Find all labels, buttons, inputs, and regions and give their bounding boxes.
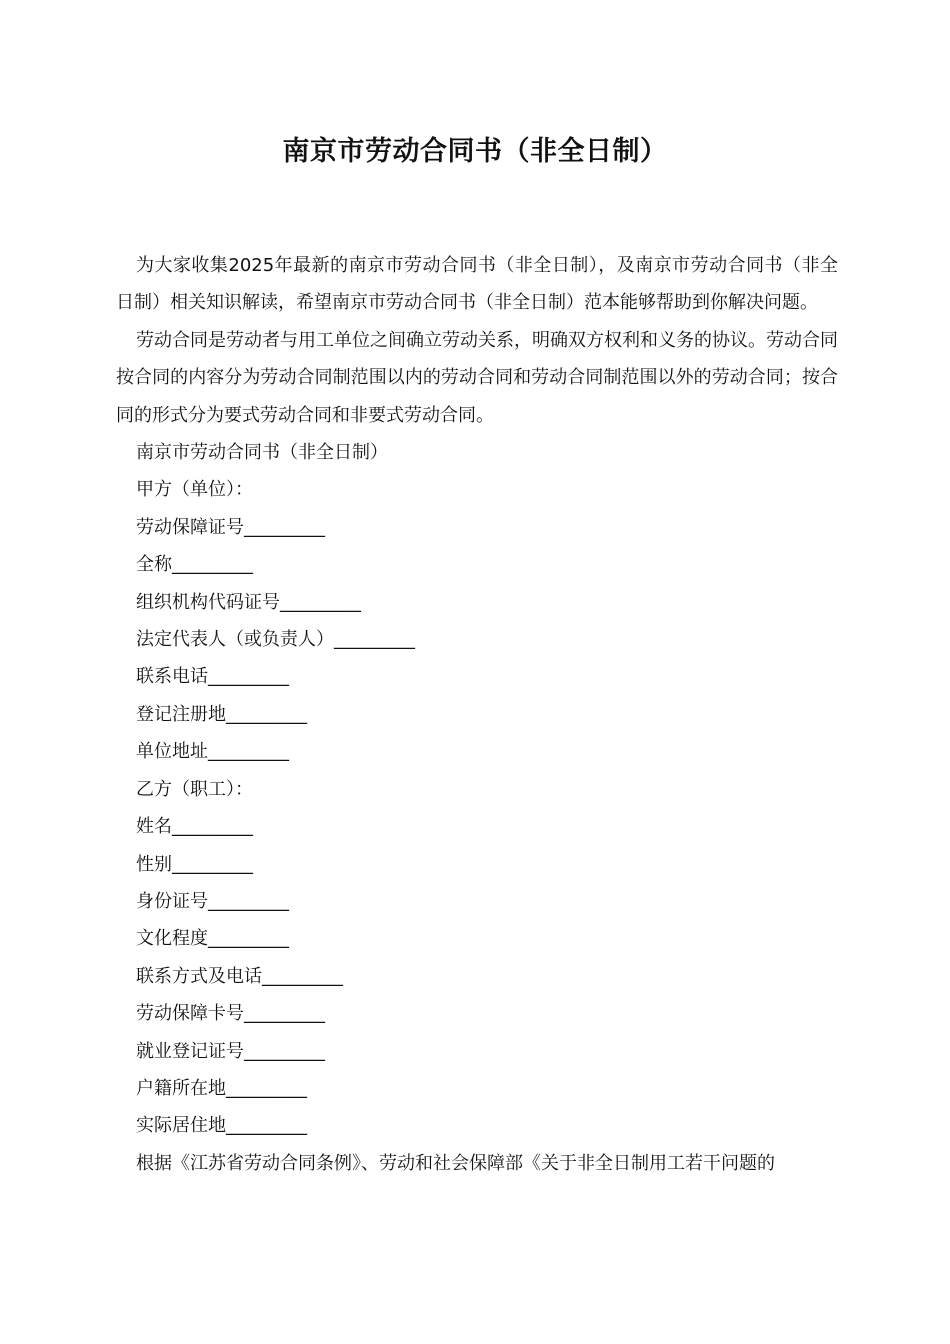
document-body xyxy=(116,247,838,1182)
party-b-field: 姓名_________ xyxy=(136,816,253,838)
party-b-field: 劳动保障卡号_________ xyxy=(136,1003,325,1025)
party-a-field: 联系电话_________ xyxy=(136,666,289,688)
intro-paragraph: 劳动合同是劳动者与用工单位之间确立劳动关系，明确双方权利和义务的协议。劳动合同按合同的内容分为劳动合同制范围以内的劳动合同和劳动合同制范围以外的劳动合同；按合同的形式分为要式劳动合同和非要式劳动合同。 xyxy=(116,329,838,426)
party-b-field: 文化程度_________ xyxy=(136,928,289,950)
intro-paragraph: 为大家收集2025年最新的南京市劳动合同书（非全日制），及南京市劳动合同书（非全日制）相关知识解读，希望南京市劳动合同书（非全日制）范本能够帮助到你解决问题。 xyxy=(116,255,838,314)
party-a-field: 法定代表人（或负责人）_________ xyxy=(136,629,415,651)
party-a-field: 劳动保障证号_________ xyxy=(136,516,325,538)
party-b-field: 实际居住地_________ xyxy=(136,1115,307,1137)
party-b-field: 联系方式及电话_________ xyxy=(136,965,343,987)
party-a-field: 单位地址_________ xyxy=(136,741,289,763)
party-b-field: 身份证号_________ xyxy=(136,890,289,912)
party-b-heading: 乙方（职工）： xyxy=(136,778,253,800)
party-b-field: 就业登记证号_________ xyxy=(136,1040,325,1062)
party-b-field: 性别_________ xyxy=(136,853,253,875)
party-a-field: 组织机构代码证号_________ xyxy=(136,591,361,613)
party-a-heading: 甲方（单位）： xyxy=(136,479,253,501)
party-a-field: 登记注册地_________ xyxy=(136,703,307,725)
party-b-field: 户籍所在地_________ xyxy=(136,1077,307,1099)
contract-heading: 南京市劳动合同书（非全日制） xyxy=(136,442,388,464)
party-a-field: 全称_________ xyxy=(136,554,253,576)
document-title: 南京市劳动合同书（非全日制） xyxy=(282,136,668,167)
closing-line: 根据《江苏省劳动合同条例》、劳动和社会保障部《关于非全日制用工若干问题的 xyxy=(136,1152,775,1174)
